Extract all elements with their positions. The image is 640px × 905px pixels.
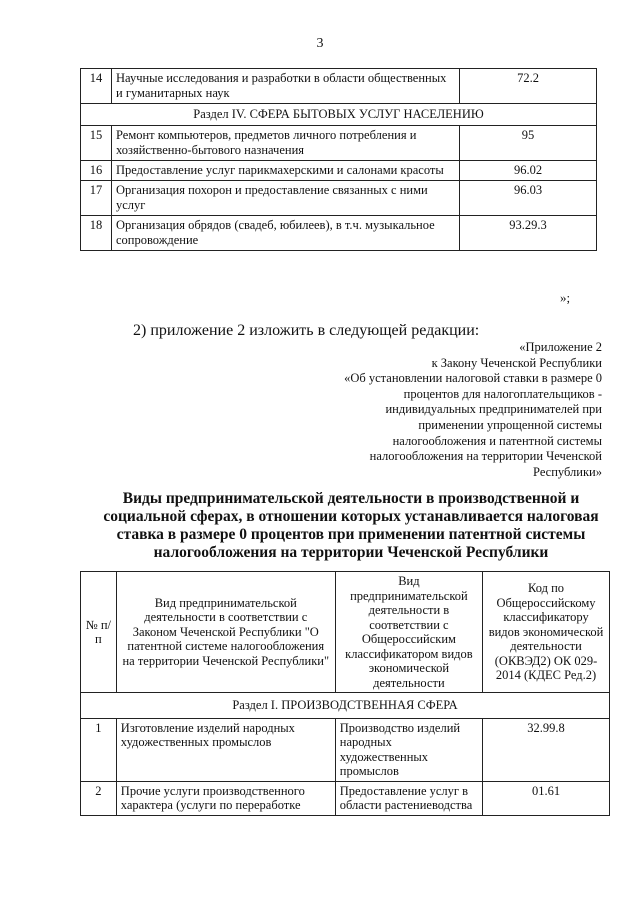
document-title: Виды предпринимательской деятельности в производственной и социальной сферах, в отношении которых устанавливается налоговая ставка в размере 0 процентов при применении патентной системы налогообложения на территории Чеченской Республики [103, 490, 599, 561]
law-activity-name: Изготовление изделий народных художественных промыслов [116, 718, 335, 781]
appendix-line: «Приложение 2 [519, 340, 602, 354]
okved-code: 01.61 [483, 781, 610, 815]
okved-activity-name: Производство изделий народных художественных промыслов [335, 718, 482, 781]
appendix-line: налогообложения на территории Чеченской [369, 449, 602, 464]
appendix-line: к Закону Чеченской Республики [431, 355, 602, 370]
okved-code: 32.99.8 [483, 718, 610, 781]
section-row [81, 104, 597, 126]
activity-name: Организация похорон и предоставление связанных с ними услуг [112, 181, 460, 216]
activity-name: Предоставление услуг парикмахерскими и салонами красоты [112, 161, 460, 181]
table-row [81, 181, 597, 216]
activity-code: 93.29.3 [460, 216, 597, 251]
activity-code: 96.02 [460, 161, 597, 181]
table-header-row [81, 572, 610, 693]
appendix-line: процентов для налогоплательщиков - [403, 386, 602, 401]
table-row [81, 718, 610, 781]
activities-table [80, 571, 610, 816]
row-number: 16 [81, 161, 112, 181]
appendix-line: «Об установлении налоговой ставки в размере 0 [344, 371, 602, 386]
appendix-line: Республики» [533, 464, 602, 479]
header-okved-activity: Вид предпринимательской деятельности в соответствии с Общероссийским классификатором видов экономической деятельности [335, 572, 482, 693]
activity-name: Научные исследования и разработки в области общественных и гуманитарных наук [112, 69, 460, 104]
appendix-line: индивидуальных предпринимателей при [385, 402, 602, 417]
appendix-header [302, 340, 602, 480]
activity-code: 95 [460, 126, 597, 161]
table-row [81, 69, 597, 104]
activity-code: 96.03 [460, 181, 597, 216]
row-number: 2 [81, 781, 117, 815]
row-number: 18 [81, 216, 112, 251]
activity-name: Ремонт компьютеров, предметов личного потребления и хозяйственно-бытового назначения [112, 126, 460, 161]
header-law-activity: Вид предпринимательской деятельности в соответствии с Законом Чеченской Республики "О патентной системе налогообложения на территории Чеченской Республики" [116, 572, 335, 693]
header-number: № п/п [81, 572, 117, 693]
header-okved-code: Код по Общероссийскому классификатору видов экономической деятельности (ОКВЭД2) ОК 029-2014 (КДЕС Ред.2) [483, 572, 610, 693]
row-number: 17 [81, 181, 112, 216]
page-number: 3 [316, 36, 324, 51]
row-number: 1 [81, 718, 117, 781]
row-number: 14 [81, 69, 112, 104]
activity-code: 72.2 [460, 69, 597, 104]
activities-table-continuation [80, 68, 597, 251]
appendix-line: налогообложения и патентной системы [392, 433, 602, 448]
activity-name: Организация обрядов (свадеб, юбилеев), в т.ч. музыкальное сопровождение [112, 216, 460, 251]
section-row [81, 693, 610, 719]
okved-activity-name: Предоставление услуг в области растениеводства [335, 781, 482, 815]
amendment-instruction: 2) приложение 2 изложить в следующей редакции: [133, 322, 480, 339]
closing-quote-mark: »; [560, 290, 571, 305]
appendix-line: применении упрощенной системы [418, 417, 602, 432]
table-row [81, 161, 597, 181]
section-title: Раздел I. ПРОИЗВОДСТВЕННАЯ СФЕРА [81, 693, 610, 719]
table-row [81, 781, 610, 815]
table-row [81, 126, 597, 161]
table-row [81, 216, 597, 251]
row-number: 15 [81, 126, 112, 161]
law-activity-name: Прочие услуги производственного характера (услуги по переработке [116, 781, 335, 815]
section-title: Раздел IV. СФЕРА БЫТОВЫХ УСЛУГ НАСЕЛЕНИЮ [81, 104, 597, 126]
